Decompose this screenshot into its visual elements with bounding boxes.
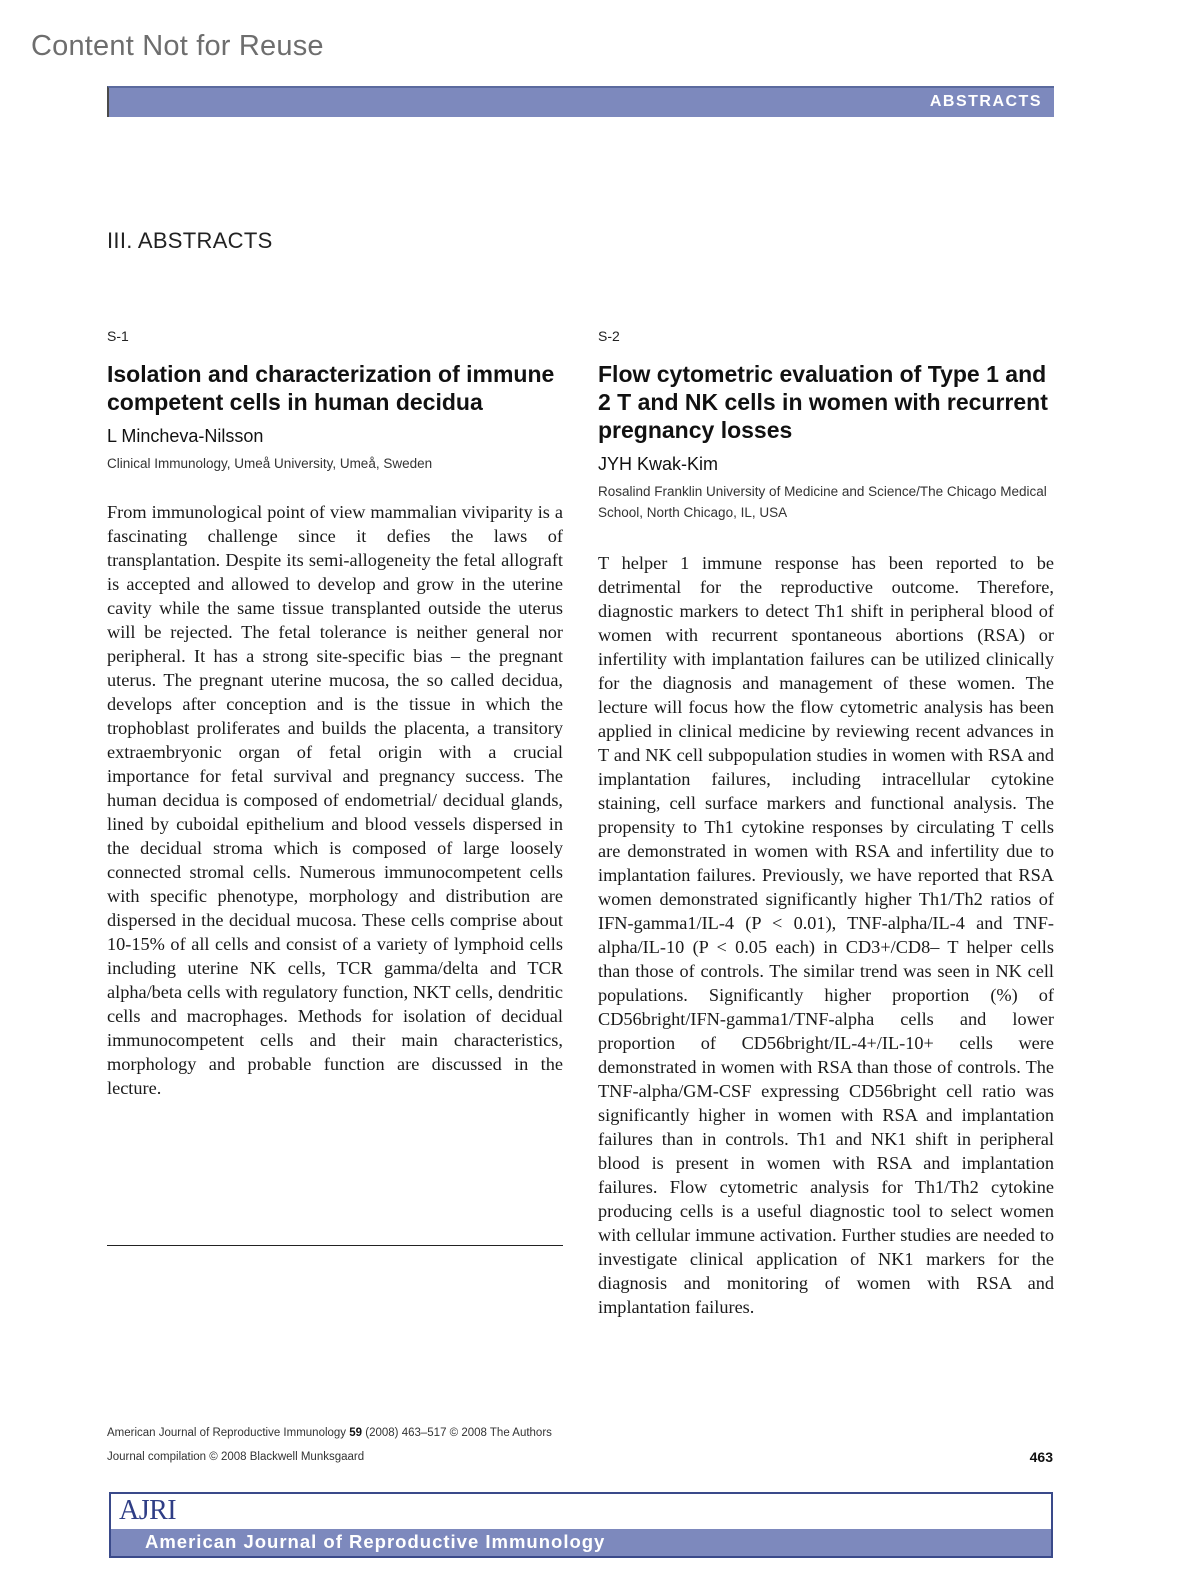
abstract-title: Isolation and characterization of immune competent cells in human decidua: [107, 361, 555, 415]
citation-prefix: American Journal of Reproductive Immunology: [107, 1427, 350, 1439]
watermark-text: Content Not for Reuse: [31, 30, 324, 62]
abstract-affiliation: Clinical Immunology, Umeå University, Umeå, Sweden: [107, 456, 433, 471]
journal-banner-bar: [111, 1529, 1051, 1556]
abstract-body: From immunological point of view mammalian viviparity is a fascinating challenge since it defies the laws of transplantation. Despite its semi-allogeneity the fetal allograft is accepted and allowed to develop and grow in the uterine cavity while the same tissue transplanted outside the uterus will be rejected. The fetal tolerance is neither general nor peripheral. It has a strong site-specific bias – the pregnant uterus. The pregnant uterine mucosa, the so called decidua, develops after conception and is the tissue in which the trophoblast proliferates and builds the placenta, a transitory extraembryonic organ of fetal origin with a crucial importance for fetal survival and pregnancy success. The human decidua is composed of endometrial/ decidual glands, lined by cuboidal epithelium and blood vessels dispersed in the decidual stroma which is composed of large loosely connected stromal cells. Numerous immunocompetent cells with specific phenotype, morphology and distribution are dispersed in the decidual mucosa. These cells comprise about 10-15% of all cells and consist of a variety of lymphoid cells including uterine NK cells, TCR gamma/delta and TCR alpha/beta cells with regulatory function, NKT cells, dendritic cells and macrophages. Methods for isolation of decidual immunocompetent cells and their main characteristics, morphology and probable function are discussed in the lecture.: [107, 502, 563, 1098]
abstract-id: S-1: [107, 328, 129, 344]
abstract-author: L Mincheva-Nilsson: [107, 426, 264, 446]
journal-name: American Journal of Reproductive Immunology: [145, 1531, 606, 1552]
journal-logo: AJRI: [119, 1495, 177, 1526]
abstract-affiliation: Rosalind Franklin University of Medicine and Science/The Chicago Medical School, North Chicago, IL, USA: [598, 484, 1047, 520]
header-band: [107, 86, 1054, 117]
abstract-author: JYH Kwak-Kim: [598, 454, 719, 474]
citation-volume: 59: [349, 1427, 363, 1439]
footer-citation: [107, 1427, 552, 1439]
page-number: 463: [1029, 1449, 1053, 1465]
abstract-title: Flow cytometric evaluation of Type 1 and 2 T and NK cells in women with recurrent pregnancy losses: [598, 361, 1048, 443]
abstract-s2: [598, 328, 1054, 1319]
abstract-id: S-2: [598, 328, 620, 344]
header-band-label: ABSTRACTS: [929, 93, 1042, 110]
section-heading: III. ABSTRACTS: [107, 228, 273, 253]
citation-suffix: (2008) 463–517 © 2008 The Authors: [362, 1427, 552, 1439]
journal-banner: [109, 1492, 1053, 1558]
footer-compilation: Journal compilation © 2008 Blackwell Munksgaard: [107, 1451, 365, 1463]
abstract-body: T helper 1 immune response has been reported to be detrimental for the reproductive outcome. Therefore, diagnostic markers to detect Th1 shift in peripheral blood of women with recurrent spontaneous abortions (RSA) or infertility with implantation failures can be utilized clinically for the diagnosis and management of these women. The lecture will focus how the flow cytometric analysis has been applied in clinical medicine by reviewing recent advances in T and NK cell subpopulation studies in women with RSA and implantation failures, including intracellular cytokine staining, cell surface markers and functional analysis. The propensity to Th1 cytokine responses by circulating T cells are demonstrated in women with RSA and infertility due to implantation failures. Previously, we have reported that RSA women demonstrated significantly higher Th1/Th2 ratios of IFN-gamma1/IL-4 (P < 0.01), TNF-alpha/IL-4 and TNF-alpha/IL-10 (P < 0.05 each) in CD3+/CD8– T helper cells than those of controls. The similar trend was seen in NK cell populations. Significantly higher proportion (%) of CD56bright/IFN-gamma1/TNF-alpha cells and lower proportion of CD56bright/IL-4+/IL-10+ cells were demonstrated in women with RSA than those of controls. The TNF-alpha/GM-CSF expressing CD56bright cell ratio was significantly higher in women with RSA and implantation failures than in controls. Th1 and NK1 shift in peripheral blood is present in women with RSA and implantation failures. Flow cytometric analysis for Th1/Th2 cytokine producing cells is a useful diagnostic tool to select women with cellular immune activation. Further studies are needed to investigate clinical application of NK1 markers for the diagnosis and monitoring of women with RSA and implantation failures.: [598, 553, 1054, 1317]
abstract-s1: [107, 328, 563, 1100]
column-end-rule: [107, 1245, 563, 1246]
